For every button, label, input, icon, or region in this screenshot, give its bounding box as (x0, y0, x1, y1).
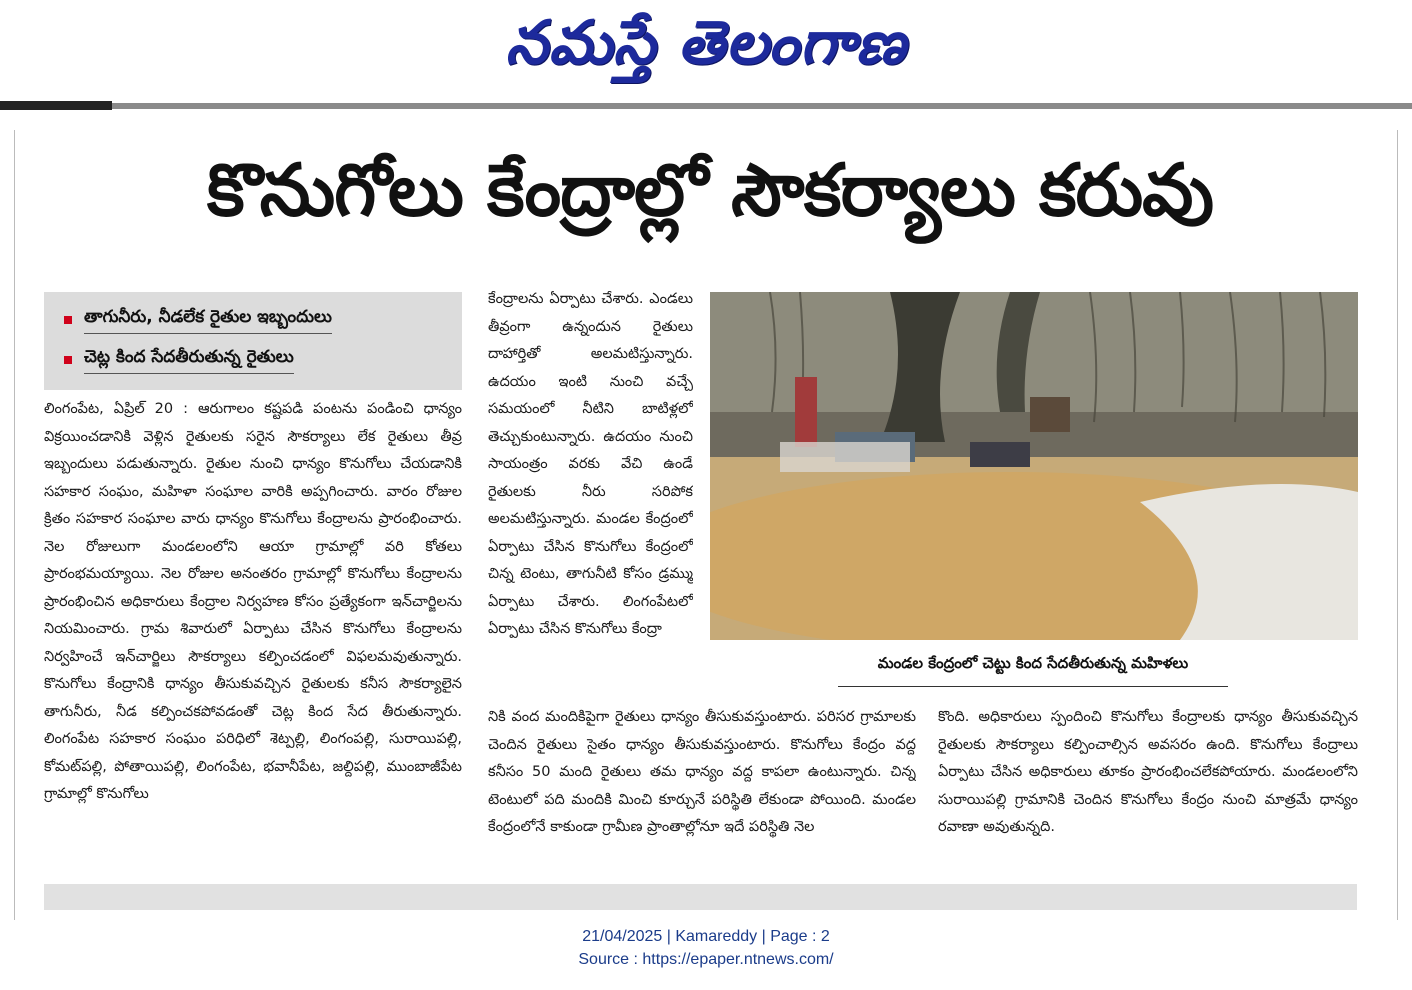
article-column-3: కొంది. అధికారులు స్పందించి కొనుగోలు కేంద్రాలకు ధాన్యం తీసుకువచ్చిన రైతులకు సౌకర్యాలు కల్పించాల్సిన అవసరం ఉంది. కొనుగోలు కేంద్రాలు ఏర్పాటు చేసిన అధికారులు తూకం ప్రారంభించలేకపోయారు. మండలంలోని సురాయిపల్లి గ్రామానికి చెందిన కొనుగోలు కేంద్రం నుంచి మాత్రమే ధాన్యం రవాణా అవుతున్నది. (938, 709, 1358, 835)
page-frame-left (14, 130, 15, 920)
deck-item-text: చెట్ల కింద సేదతీరుతున్న రైతులు (84, 347, 294, 374)
square-bullet-icon (64, 316, 72, 324)
page-frame-right (1397, 130, 1398, 920)
next-article-band (44, 884, 1357, 910)
photo-caption: మండల కేంద్రంలో చెట్టు కింద సేదతీరుతున్న మహిళలు (838, 650, 1228, 687)
article-column-2: కేంద్రాలను ఏర్పాటు చేశారు. ఎండలు తీవ్రంగా ఉన్నందున రైతులు దాహార్తితో అలమటిస్తున్నారు. ఉదయం ఇంటి నుంచి వచ్చే సమయంలో నీటిని బాటిళ్లలో తెచ్చుకుంటున్నారు. ఉదయం నుంచి సాయంత్రం వరకు వేచి ఉండే రైతులకు నీరు సరిపోక అలమటిస్తున్నారు. మండల కేంద్రంలో ఏర్పాటు చేసిన కొనుగోలు కేంద్రంలో చిన్న టెంటు, తాగునీటి కోసం డ్రమ్ము ఏర్పాటు చేశారు. లింగంపేటలో ఏర్పాటు చేసిన కొనుగోలు కేంద్రా (488, 291, 693, 637)
deck-item-text: తాగునీరు, నీడలేక రైతుల ఇబ్బందులు (84, 307, 332, 334)
article-photo (710, 292, 1358, 640)
masthead-rule-dark (0, 101, 112, 110)
article-deck (44, 292, 462, 390)
article-headline: కొనుగోలు కేంద్రాల్లో సౌకర్యాలు కరువు (206, 148, 1214, 232)
footer-date-edition: 21/04/2025 | Kamareddy | Page : 2 (582, 928, 830, 945)
deck-item (64, 300, 462, 340)
newspaper-logo: నమస్తే తెలంగాణ (505, 8, 907, 78)
article-column-1: లింగంపేట, ఏప్రిల్ 20 : ఆరుగాలం కష్టపడి పంటను పండించి ధాన్యం విక్రయించడానికి వెళ్లిన రైతులకు సరైన సౌకర్యాలు లేక రైతులు తీవ్ర ఇబ్బందులు పడుతున్నారు. రైతుల నుంచి ధాన్యం కొనుగోలు చేయడానికి సహకార సంఘం, మహిళా సంఘాల వారికి అప్పగించారు. వారం రోజుల క్రితం సహకార సంఘాల వారు ధాన్యం కొనుగోలు కేంద్రాలను ప్రారంభించారు. నెల రోజులుగా మండలంలోని ఆయా గ్రామాల్లో వరి కోతలు ప్రారంభమయ్యాయి. నెల రోజుల అనంతరం గ్రామాల్లో కొనుగోలు కేంద్రాలను ప్రారంభించిన అధికారులు కేంద్రాల నిర్వహణ కోసం ప్రత్యేకంగా ఇన్‌చార్జిలను నియమించారు. గ్రామ శివారులో ఏర్పాటు చేసిన కొనుగోలు కేంద్రాలను నిర్వహించే ఇన్‌చార్జిలు సౌకర్యాలు కల్పించడంలో విఫలమవుతున్నారు. కొనుగోలు కేంద్రానికి ధాన్యం తీసుకువచ్చిన రైతులకు కనీస సౌకర్యాలైన తాగునీరు, నీడ కల్పించకపోవడంతో చెట్ల కింద సేద తీరుతున్నారు. లింగంపేట సహకార సంఘం పరిధిలో శెట్పల్లి, లింగంపల్లి, సురాయిపల్లి, కోమట్‌పల్లి, పోతాయిపల్లి, లింగంపేట, భవానీపేట, జల్దిపల్లి, ముంబాజీపేట గ్రామాల్లో కొనుగోలు (44, 401, 462, 802)
photo-illustration (710, 292, 1358, 640)
deck-item (64, 340, 462, 380)
article-column-2-continued: నికి వంద మందికిపైగా రైతులు ధాన్యం తీసుకువస్తుంటారు. పరిసర గ్రామాలకు చెందిన రైతులు సైతం ధాన్యం తీసుకువస్తుంటారు. కొనుగోలు కేంద్రం వద్ద కనీసం 50 మంది రైతులు తమ ధాన్యం వద్ద కాపలా ఉంటున్నారు. చిన్న టెంటులో పది మందికి మించి కూర్చునే పరిస్థితి లేకుండా పోయింది. మండల కేంద్రంలోనే కాకుండా గ్రామీణ ప్రాంతాల్లోనూ ఇదే పరిస్థితి నెల (488, 709, 916, 835)
square-bullet-icon (64, 356, 72, 364)
masthead-rule-grey (112, 103, 1412, 109)
masthead (0, 0, 1412, 100)
footer-source-link[interactable]: Source : https://epaper.ntnews.com/ (578, 951, 834, 968)
